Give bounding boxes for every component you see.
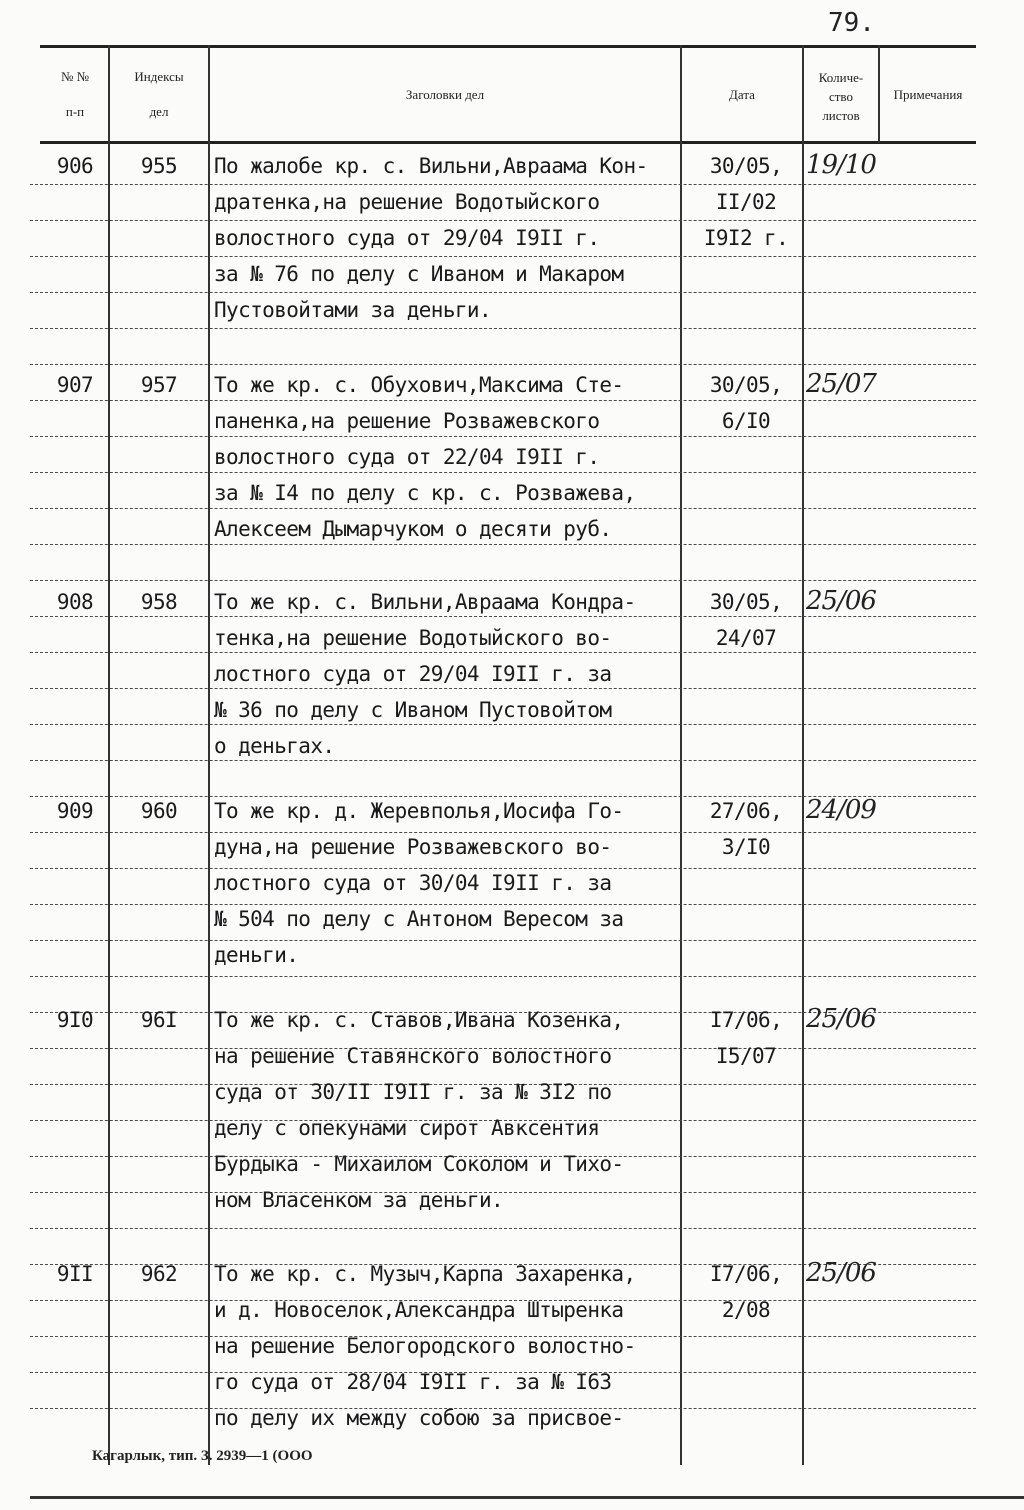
- header-sheets-line3: листов: [822, 108, 860, 123]
- date-line: 30/05,: [709, 590, 783, 614]
- row-date: [690, 1002, 802, 1074]
- row-index: 962: [140, 1262, 178, 1286]
- row-index: 955: [140, 154, 178, 178]
- title-line: на решение Белогородского волостно-: [214, 1334, 636, 1358]
- title-line: волостного суда от 22/04 I9II г.: [214, 445, 600, 469]
- title-line: делу с опекунами сирот Авксентия: [214, 1116, 600, 1140]
- row-sheets-handwritten: 25/06: [806, 1004, 876, 1034]
- date-line: 30/05,: [709, 373, 783, 397]
- header-titles: [210, 86, 680, 103]
- column-line: [208, 45, 210, 1465]
- header-number-line1: № №: [60, 69, 90, 84]
- row-date: [690, 793, 802, 865]
- column-line: [878, 45, 880, 143]
- ruled-line: [30, 976, 976, 977]
- column-line: [680, 45, 682, 1465]
- date-line: I7/06,: [709, 1008, 783, 1032]
- title-line: То же кр. с. Вильни,Авраама Кондра-: [214, 590, 636, 614]
- date-line: 27/06,: [709, 799, 783, 823]
- date-line: 3/I0: [721, 835, 771, 859]
- row-sheets-handwritten: 25/06: [806, 1258, 876, 1288]
- header-rule: [40, 141, 976, 144]
- column-line: [108, 45, 110, 1465]
- row-number: 9I0: [56, 1008, 94, 1032]
- date-line: 2/08: [721, 1298, 771, 1322]
- header-index-line2: дел: [149, 104, 169, 119]
- date-line: 6/I0: [721, 409, 771, 433]
- title-line: за № 76 по делу с Иваном и Макаром: [214, 262, 624, 286]
- date-line: I7/06,: [709, 1262, 783, 1286]
- row-date: [690, 584, 802, 656]
- header-notes-label: Примечания: [893, 87, 963, 102]
- title-line: суда от 30/II I9II г. за № 3I2 по: [214, 1080, 612, 1104]
- header-titles-label: Заголовки дел: [405, 87, 485, 102]
- row-date: [690, 148, 802, 256]
- header-notes: [880, 86, 976, 103]
- top-rule: [40, 45, 976, 48]
- ruled-line: [30, 1228, 976, 1229]
- header-index: [110, 68, 208, 120]
- date-line: I9I2 г.: [703, 226, 789, 250]
- title-line: деньги.: [214, 943, 299, 967]
- page-number: 79.: [828, 8, 875, 38]
- header-sheets-line1: Количе-: [818, 70, 864, 85]
- title-line: и д. Новоселок,Александра Штыренка: [214, 1298, 624, 1322]
- row-title: [214, 367, 636, 547]
- date-line: I5/07: [715, 1044, 777, 1068]
- row-number: 907: [56, 373, 94, 397]
- row-sheets-handwritten: 25/06: [806, 586, 876, 616]
- title-line: То же кр. с. Обухович,Максима Сте-: [214, 373, 624, 397]
- row-sheets-handwritten: 24/09: [806, 795, 876, 825]
- title-line: го суда от 28/04 I9II г. за № I63: [214, 1370, 612, 1394]
- row-number: 909: [56, 799, 94, 823]
- printer-footer: Кагарлык, тип. З. 2939—1 (ООО: [92, 1448, 313, 1464]
- header-date: [682, 86, 802, 103]
- header-date-label: Дата: [729, 87, 755, 102]
- row-index: 960: [140, 799, 178, 823]
- row-title: [214, 148, 648, 328]
- header-sheets-line2: ство: [828, 89, 853, 104]
- title-line: дуна,на решение Розважевского во-: [214, 835, 612, 859]
- row-title: [214, 1002, 623, 1218]
- row-number: 908: [56, 590, 94, 614]
- title-line: волостного суда от 29/04 I9II г.: [214, 226, 600, 250]
- row-number: 906: [56, 154, 94, 178]
- title-line: № 504 по делу с Антоном Вересом за: [214, 907, 624, 931]
- row-sheets-handwritten: 19/10: [806, 150, 876, 180]
- row-title: [214, 1256, 636, 1436]
- title-line: Пустовойтами за деньги.: [214, 298, 491, 322]
- date-line: 24/07: [715, 626, 777, 650]
- title-line: за № I4 по делу с кр. с. Розважева,: [214, 481, 636, 505]
- ruled-line: [30, 328, 976, 329]
- header-number: [42, 68, 108, 120]
- ruled-line: [30, 364, 976, 365]
- title-line: лостного суда от 29/04 I9II г. за: [214, 662, 612, 686]
- row-index: 96I: [140, 1008, 178, 1032]
- row-date: [690, 1256, 802, 1328]
- title-line: о деньгах.: [214, 734, 335, 758]
- title-line: Бурдыка - Михаилом Соколом и Тихо-: [214, 1152, 624, 1176]
- title-line: тенка,на решение Водотыйского во-: [214, 626, 612, 650]
- row-index: 957: [140, 373, 178, 397]
- ruled-line: [30, 580, 976, 581]
- title-line: паненка,на решение Розважевского: [214, 409, 600, 433]
- title-line: Алексеем Дымарчуком о десяти руб.: [214, 517, 612, 541]
- row-number: 9II: [56, 1262, 94, 1286]
- bottom-rule: [30, 1496, 1024, 1499]
- header-number-line2: п-п: [65, 104, 85, 119]
- column-line: [802, 45, 804, 1465]
- row-title: [214, 584, 636, 764]
- row-date: [690, 367, 802, 439]
- title-line: ном Власенком за деньги.: [214, 1188, 504, 1212]
- title-line: То же кр. с. Ставов,Ивана Козенка,: [214, 1008, 624, 1032]
- title-line: дратенка,на решение Водотыйского: [214, 190, 600, 214]
- header-index-line1: Индексы: [134, 69, 184, 84]
- title-line: по делу их между собою за присвое-: [214, 1406, 624, 1430]
- title-line: на решение Ставянского волостного: [214, 1044, 612, 1068]
- date-line: II/02: [715, 190, 777, 214]
- title-line: По жалобе кр. с. Вильни,Авраама Кон-: [214, 154, 648, 178]
- row-index: 958: [140, 590, 178, 614]
- title-line: № 36 по делу с Иваном Пустовойтом: [214, 698, 612, 722]
- title-line: лостного суда от 30/04 I9II г. за: [214, 871, 612, 895]
- header-sheets: [804, 68, 878, 125]
- row-title: [214, 793, 623, 973]
- row-sheets-handwritten: 25/07: [806, 369, 876, 399]
- date-line: 30/05,: [709, 154, 783, 178]
- title-line: То же кр. с. Музыч,Карпа Захаренка,: [214, 1262, 636, 1286]
- title-line: То же кр. д. Жеревполья,Иосифа Го-: [214, 799, 624, 823]
